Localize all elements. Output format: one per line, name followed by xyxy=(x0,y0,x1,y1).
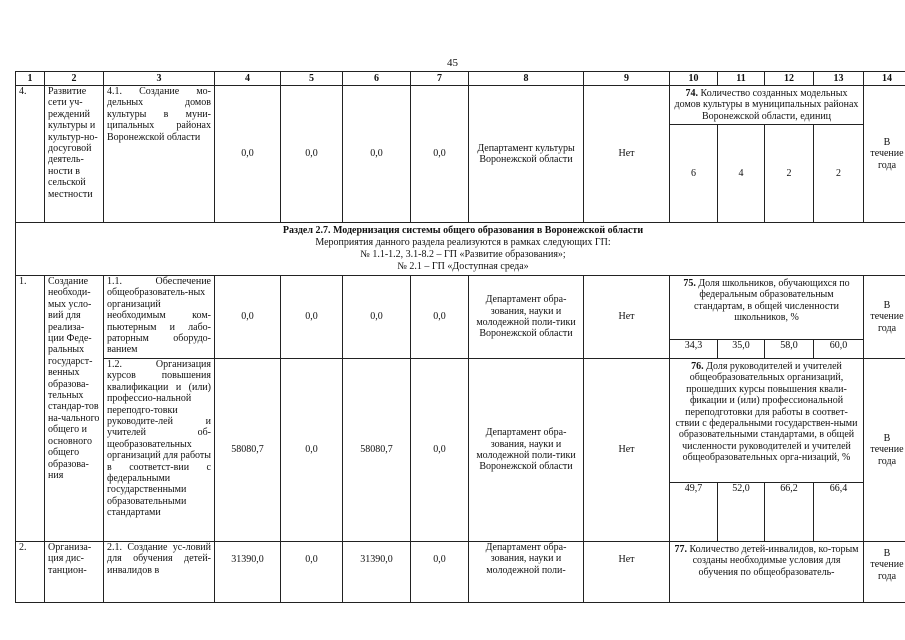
indicator xyxy=(670,359,864,483)
indicator-value: 49,7 xyxy=(670,482,718,541)
value-cell: 0,0 xyxy=(281,86,343,223)
section-title: Раздел 2.7. Модернизация системы общего образования в Воронежской области xyxy=(282,225,644,236)
indicator-number: 76. xyxy=(691,361,704,372)
department: Департамент обра-зования, науки и молодежной поли-тики Воронежской области xyxy=(469,276,584,359)
row-number: 4. xyxy=(16,86,45,223)
indicator-value: 34,3 xyxy=(670,340,718,359)
department: Департамент обра-зования, науки и молодежной поли-тики Воронежской области xyxy=(469,359,584,542)
row-number: 1. xyxy=(16,276,45,542)
section-line: № 1.1-1.2, 3.1-8.2 – ГП «Развитие образования»; xyxy=(360,249,566,260)
value-cell: 0,0 xyxy=(215,276,281,359)
department: Департамент культуры Воронежской области xyxy=(469,86,584,223)
header-cell: 9 xyxy=(584,72,670,86)
header-cell: 3 xyxy=(104,72,215,86)
indicator-value: 58,0 xyxy=(765,340,814,359)
goal-name: Организа-ция дис-танцион- xyxy=(45,542,104,603)
header-cell: 7 xyxy=(411,72,469,86)
indicator-text: Количество созданных модельных домов культуры в муниципальных районах Воронежской области, единиц xyxy=(674,88,859,122)
value-cell: 0,0 xyxy=(281,542,343,603)
value-cell: Нет xyxy=(584,359,670,542)
indicator xyxy=(670,86,864,125)
goal-name: Создание необходи-мых усло-вий для реализа-ции Феде-ральных государст-венных образова-тельных стандар-тов на-чального общего и основного общего образова-ния xyxy=(45,276,104,542)
indicator-value: 4 xyxy=(718,125,765,223)
row-number: 2. xyxy=(16,542,45,603)
header-cell: 14 xyxy=(864,72,905,86)
activity-name: 2.1. Создание ус-ловий для обучения детей-инвалидов в xyxy=(104,542,215,603)
section-line: Мероприятия данного раздела реализуются в рамках следующих ГП: xyxy=(315,237,611,248)
indicator-number: 75. xyxy=(683,278,696,289)
value-cell: 31390,0 xyxy=(343,542,411,603)
table-row xyxy=(16,542,905,603)
activity-name: 1.2. Организация курсов повышения квалификации и (или) профессио-нальной переподго-товки руководите-лей и учителей об-щеобразовательных организаций для работы в соответст-вии с федеральными государственными образовательными стандартами xyxy=(104,359,215,542)
value-cell: 0,0 xyxy=(411,276,469,359)
value-cell: Нет xyxy=(584,542,670,603)
indicator-text: Количество детей-инвалидов, ко-торым созданы необходимые условия для обучения по общеобразователь- xyxy=(689,544,859,578)
value-cell: 0,0 xyxy=(411,359,469,542)
section-line: № 2.1 – ГП «Доступная среда» xyxy=(397,261,529,272)
indicator-text: Доля руководителей и учителей общеобразовательных организаций, прошедших курсы повышения квали-фикации и (или) профессиональной переподготовки для работы в соответ-ствии с федеральными государствен-ными образовательными стандартами, в общей численности руководителей и учителей общеобразовательных орга-низаций, % xyxy=(675,361,858,464)
header-cell: 12 xyxy=(765,72,814,86)
indicator-value: 6 xyxy=(670,125,718,223)
header-cell: 10 xyxy=(670,72,718,86)
value-cell: 0,0 xyxy=(215,86,281,223)
value-cell: 0,0 xyxy=(343,276,411,359)
value-cell: 0,0 xyxy=(281,276,343,359)
indicator-value: 52,0 xyxy=(718,482,765,541)
goal-name: Развитие сети уч-реждений культуры и культур-но-досуговой деятель-ности в сельской местности xyxy=(45,86,104,223)
indicator-text: Доля школьников, обучающихся по федеральным образовательным стандартам, в общей численности школьников, % xyxy=(693,278,850,324)
program-table xyxy=(15,71,905,603)
page-number: 45 xyxy=(447,57,458,69)
value-cell: 0,0 xyxy=(343,86,411,223)
value-cell: 58080,7 xyxy=(215,359,281,542)
header-cell: 4 xyxy=(215,72,281,86)
indicator-value: 2 xyxy=(765,125,814,223)
section-header xyxy=(16,223,905,276)
header-cell: 8 xyxy=(469,72,584,86)
indicator xyxy=(670,276,864,340)
value-cell: Нет xyxy=(584,86,670,223)
value-cell: 0,0 xyxy=(411,86,469,223)
indicator-value: 60,0 xyxy=(814,340,864,359)
header-cell: 2 xyxy=(45,72,104,86)
term: В течение года xyxy=(864,276,905,359)
term: В течение года xyxy=(864,542,905,603)
indicator-value: 66,4 xyxy=(814,482,864,541)
value-cell: 58080,7 xyxy=(343,359,411,542)
header-cell: 1 xyxy=(16,72,45,86)
indicator-number: 74. xyxy=(685,88,699,99)
term: В течение года xyxy=(864,86,905,223)
value-cell: 31390,0 xyxy=(215,542,281,603)
section-row xyxy=(16,223,905,276)
table-row xyxy=(16,86,905,125)
header-cell: 5 xyxy=(281,72,343,86)
value-cell: 0,0 xyxy=(281,359,343,542)
value-cell: 0,0 xyxy=(411,542,469,603)
department: Департамент обра-зования, науки и молодежной поли- xyxy=(469,542,584,603)
value-cell: Нет xyxy=(584,276,670,359)
header-cell: 6 xyxy=(343,72,411,86)
term: В течение года xyxy=(864,359,905,542)
indicator-number: 77. xyxy=(674,544,687,555)
header-cell: 11 xyxy=(718,72,765,86)
indicator-value: 2 xyxy=(814,125,864,223)
indicator-value: 66,2 xyxy=(765,482,814,541)
table-row xyxy=(16,276,905,340)
table-row xyxy=(16,359,905,483)
activity-name: 4.1. Создание мо-дельных домов культуры в муни-ципальных районах Воронежской области xyxy=(104,86,215,223)
indicator xyxy=(670,542,864,603)
activity-name: 1.1. Обеспечение общеобразователь-ных организаций необходимым ком-пьютерным и лабо-раторным оборудо-ванием xyxy=(104,276,215,359)
indicator-value: 35,0 xyxy=(718,340,765,359)
header-cell: 13 xyxy=(814,72,864,86)
header-row xyxy=(16,72,905,86)
